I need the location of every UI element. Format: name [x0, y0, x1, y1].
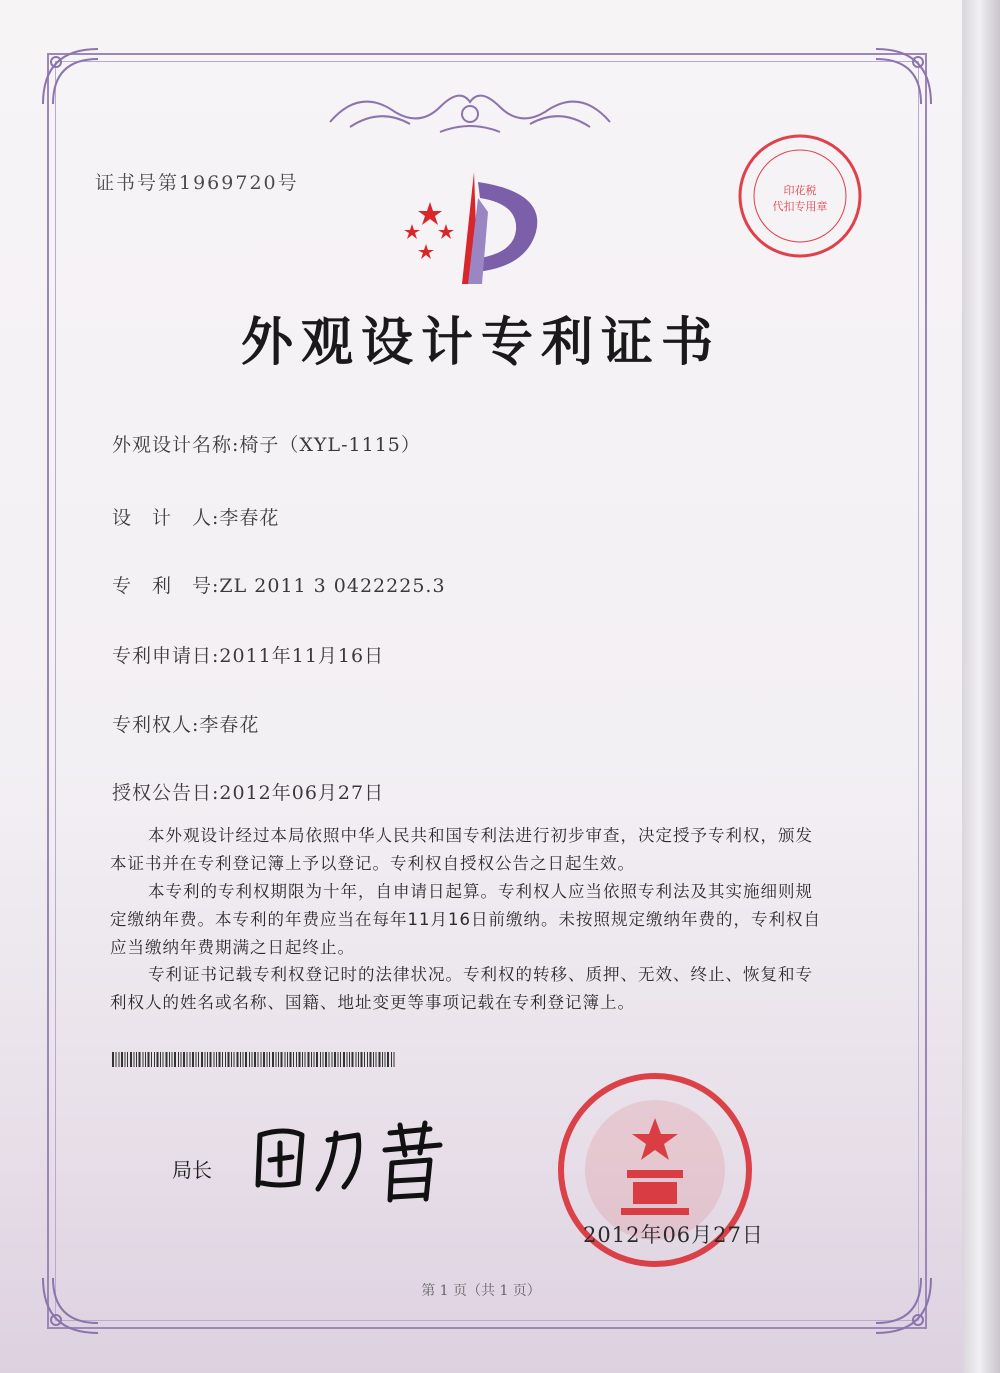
barcode-bar	[323, 1052, 324, 1067]
barcode-bar	[216, 1052, 217, 1067]
barcode-bar	[196, 1052, 197, 1067]
designer-label: 设 计 人:	[112, 507, 220, 529]
barcode-bar	[302, 1052, 303, 1067]
barcode-bar	[172, 1052, 173, 1067]
barcode-bar	[320, 1052, 321, 1067]
barcode-bar	[352, 1052, 354, 1067]
patent-number-value: ZL 2011 3 0422225.3	[219, 575, 446, 597]
barcode-bar	[364, 1052, 365, 1067]
barcode-bar	[276, 1052, 277, 1067]
publication-date-label: 授权公告日:	[112, 782, 220, 804]
barcode-bar	[157, 1052, 159, 1067]
patentee-value: 李春花	[199, 714, 260, 736]
design-name-row	[112, 430, 421, 457]
barcode-bar	[148, 1052, 150, 1067]
barcode-bar	[154, 1052, 155, 1067]
barcode-bar	[334, 1052, 336, 1067]
patent-number-row	[112, 571, 446, 598]
barcode-bar	[116, 1052, 117, 1067]
application-date-value: 2011年11月16日	[219, 645, 385, 667]
barcode-bar	[178, 1052, 179, 1067]
director-signature	[240, 1105, 460, 1205]
certificate-number: 证书号第1969720号	[95, 172, 299, 194]
barcode-bar	[136, 1052, 137, 1067]
publication-date-value: 2012年06月27日	[219, 782, 385, 804]
designer-row	[112, 503, 279, 530]
application-date-row	[112, 641, 384, 668]
barcode-bar	[311, 1052, 312, 1067]
barcode-bar	[222, 1052, 223, 1067]
barcode-bar	[181, 1052, 182, 1067]
barcode-bar	[293, 1052, 294, 1067]
barcode-bar	[225, 1052, 226, 1067]
application-date-label: 专利申请日:	[112, 645, 220, 667]
barcode-bar	[231, 1052, 232, 1067]
design-name-label: 外观设计名称:	[112, 434, 240, 456]
paper-stack-edge	[962, 0, 1000, 1373]
barcode-bar	[187, 1052, 188, 1067]
publication-date-row	[112, 778, 384, 805]
barcode-bar	[296, 1052, 297, 1067]
barcode-bar	[207, 1052, 208, 1067]
designer-value: 李春花	[219, 507, 280, 529]
barcode-bar	[308, 1052, 310, 1067]
barcode-bar	[169, 1052, 170, 1067]
barcode-bar	[356, 1052, 357, 1067]
barcode-bar	[234, 1052, 235, 1067]
barcode-bar	[394, 1052, 395, 1067]
page-footer: 第 1 页（共 1 页）	[421, 1283, 541, 1299]
barcode-bar	[240, 1052, 241, 1067]
issue-date: 2012年06月27日	[583, 1223, 764, 1247]
barcode-bar	[290, 1052, 292, 1067]
barcode-bar	[325, 1052, 327, 1067]
barcode-bar	[332, 1052, 333, 1067]
barcode-bar	[134, 1052, 135, 1067]
tax-stamp-seal-icon	[736, 132, 864, 260]
barcode-bar	[112, 1052, 114, 1067]
certificate-title: 外观设计专利证书	[240, 313, 721, 373]
barcode-bar	[166, 1052, 168, 1067]
cnipa-logo-icon	[396, 172, 546, 292]
barcode	[112, 1052, 395, 1067]
barcode-bar	[373, 1052, 374, 1067]
barcode-bar	[379, 1052, 381, 1067]
top-ornament	[320, 82, 620, 142]
barcode-bar	[387, 1052, 389, 1067]
barcode-bar	[174, 1052, 176, 1067]
barcode-bar	[252, 1052, 253, 1067]
corner-ornament-top-right	[866, 44, 936, 114]
barcode-bar	[343, 1052, 345, 1067]
barcode-bar	[214, 1052, 215, 1067]
barcode-bar	[228, 1052, 230, 1067]
barcode-bar	[267, 1052, 268, 1067]
barcode-bar	[272, 1052, 274, 1067]
barcode-bar	[287, 1052, 288, 1067]
barcode-bar	[299, 1052, 301, 1067]
barcode-bar	[278, 1052, 279, 1067]
body-paragraph-2: 本专利的专利权期限为十年，自申请日起算。专利权人应当依照专利法及其实施细则规定缴纳年费。本专利的年费应当在每年11月16日前缴纳。未按照规定缴纳年费的，专利权自应当缴纳年费期满之日起终止。	[110, 882, 821, 957]
barcode-bar	[249, 1052, 250, 1067]
barcode-bar	[143, 1052, 144, 1067]
patentee-row	[112, 710, 259, 737]
barcode-bar	[367, 1052, 368, 1067]
corner-ornament-bottom-right	[866, 1268, 936, 1338]
barcode-bar	[361, 1052, 363, 1067]
barcode-bar	[125, 1052, 126, 1067]
barcode-bar	[314, 1052, 315, 1067]
patentee-label: 专利权人:	[112, 714, 200, 736]
svg-text:代扣专用章: 代扣专用章	[772, 200, 828, 213]
body-paragraph-3: 专利证书记载专利权登记时的法律状况。专利权的转移、质押、无效、终止、恢复和专利权人的姓名或名称、国籍、地址变更等事项记载在专利登记簿上。	[110, 965, 813, 1012]
barcode-bar	[391, 1052, 392, 1067]
barcode-bar	[285, 1052, 286, 1067]
barcode-bar	[263, 1052, 265, 1067]
barcode-bar	[316, 1052, 318, 1067]
barcode-bar	[210, 1052, 212, 1067]
barcode-bar	[139, 1052, 141, 1067]
barcode-bar	[151, 1052, 152, 1067]
barcode-bar	[385, 1052, 386, 1067]
barcode-bar	[198, 1052, 199, 1067]
barcode-bar	[347, 1052, 348, 1067]
barcode-bar	[269, 1052, 270, 1067]
barcode-bar	[119, 1052, 120, 1067]
body-paragraph-1: 本外观设计经过本局依照中华人民共和国专利法进行初步审查，决定授予专利权，颁发本证书并在专利登记簿上予以登记。专利权自授权公告之日起生效。	[110, 826, 813, 873]
barcode-bar	[338, 1052, 339, 1067]
barcode-bar	[305, 1052, 306, 1067]
barcode-bar	[145, 1052, 146, 1067]
barcode-bar	[376, 1052, 377, 1067]
barcode-bar	[237, 1052, 239, 1067]
barcode-bar	[329, 1052, 330, 1067]
design-name-value: 椅子（XYL-1115）	[239, 434, 421, 456]
barcode-bar	[127, 1052, 128, 1067]
barcode-bar	[382, 1052, 383, 1067]
corner-ornament-top-left	[38, 44, 108, 114]
barcode-bar	[340, 1052, 341, 1067]
corner-ornament-bottom-left	[38, 1268, 108, 1338]
barcode-bar	[130, 1052, 132, 1067]
barcode-bar	[254, 1052, 256, 1067]
barcode-bar	[258, 1052, 259, 1067]
barcode-bar	[370, 1052, 372, 1067]
director-label: 局长	[172, 1158, 212, 1182]
barcode-bar	[201, 1052, 203, 1067]
barcode-bar	[121, 1052, 123, 1067]
barcode-bar	[160, 1052, 161, 1067]
barcode-bar	[245, 1052, 247, 1067]
barcode-bar	[205, 1052, 206, 1067]
svg-text:印花税: 印花税	[783, 184, 817, 197]
barcode-bar	[261, 1052, 262, 1067]
barcode-bar	[183, 1052, 185, 1067]
barcode-bar	[358, 1052, 359, 1067]
barcode-bar	[163, 1052, 164, 1067]
barcode-bar	[243, 1052, 244, 1067]
barcode-bar	[192, 1052, 194, 1067]
barcode-bar	[219, 1052, 221, 1067]
barcode-bar	[190, 1052, 191, 1067]
patent-number-label: 专 利 号:	[112, 575, 220, 597]
barcode-bar	[349, 1052, 350, 1067]
barcode-bar	[281, 1052, 283, 1067]
